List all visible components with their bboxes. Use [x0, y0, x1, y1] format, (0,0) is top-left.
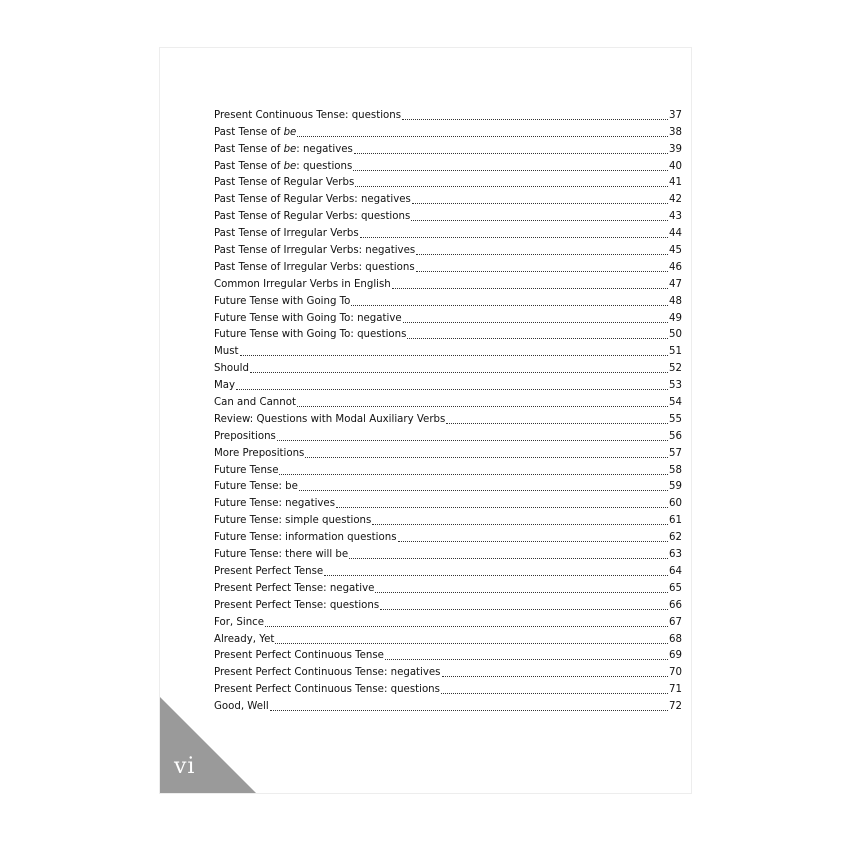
- toc-dot-leader: [354, 153, 668, 154]
- toc-entry: [214, 358, 682, 375]
- toc-entry-page: 59: [669, 481, 682, 493]
- toc-entry-page: 56: [669, 430, 682, 442]
- toc-entry-page: 52: [669, 363, 682, 375]
- toc-entry-title: For, Since: [214, 616, 265, 628]
- toc-dot-leader: [353, 170, 668, 171]
- toc-entry-page: 48: [669, 295, 682, 307]
- toc-dot-leader: [275, 643, 668, 644]
- toc-entry-page: 63: [669, 549, 682, 561]
- toc-entry-page: 68: [669, 633, 682, 645]
- toc-entry: [214, 223, 682, 240]
- toc-entry-page: 70: [669, 667, 682, 679]
- toc-entry: [214, 426, 682, 443]
- toc-entry-page: 43: [669, 211, 682, 223]
- toc-entry-page: 66: [669, 599, 682, 611]
- toc-entry: [214, 510, 682, 527]
- toc-entry-page: 46: [669, 261, 682, 273]
- toc-dot-leader: [372, 524, 668, 525]
- toc-entry: [214, 595, 682, 612]
- toc-entry-title: Past Tense of Regular Verbs: negatives: [214, 194, 411, 206]
- toc-entry-page: 62: [669, 532, 682, 544]
- toc-entry: [214, 206, 682, 223]
- toc-dot-leader: [299, 490, 668, 491]
- toc-entry: [214, 274, 682, 291]
- toc-dot-leader: [349, 558, 668, 559]
- toc-entry-page: 60: [669, 498, 682, 510]
- toc-dot-leader: [392, 288, 668, 289]
- toc-entry-title: Past Tense of be: negatives: [214, 143, 353, 155]
- toc-entry: [214, 477, 682, 494]
- toc-entry: [214, 696, 682, 713]
- toc-entry: [214, 105, 682, 122]
- toc-dot-leader: [297, 136, 668, 137]
- toc-entry-title: Present Perfect Continuous Tense: questions: [214, 684, 440, 696]
- toc-entry-page: 41: [669, 177, 682, 189]
- toc-entry-page: 44: [669, 228, 682, 240]
- toc-dot-leader: [441, 693, 668, 694]
- toc-entry-title: Present Perfect Tense: questions: [214, 599, 380, 611]
- toc-entry: [214, 578, 682, 595]
- toc-entry-title: Present Continuous Tense: questions: [214, 109, 402, 121]
- toc-entry-title: Common Irregular Verbs in English: [214, 278, 391, 290]
- toc-entry-page: 64: [669, 565, 682, 577]
- toc-entry: [214, 629, 682, 646]
- toc-entry: [214, 325, 682, 342]
- toc-entry-page: 37: [669, 109, 682, 121]
- toc-entry-page: 55: [669, 413, 682, 425]
- toc-dot-leader: [375, 592, 668, 593]
- toc-entry: [214, 291, 682, 308]
- toc-entry: [214, 257, 682, 274]
- toc-entry-page: 58: [669, 464, 682, 476]
- toc-entry-page: 42: [669, 194, 682, 206]
- toc-entry-page: 54: [669, 397, 682, 409]
- toc-dot-leader: [240, 355, 668, 356]
- toc-entry-page: 47: [669, 278, 682, 290]
- toc-entry: [214, 409, 682, 426]
- toc-entry: [214, 443, 682, 460]
- toc-entry-title: Must: [214, 346, 239, 358]
- toc-entry-title: Past Tense of Regular Verbs: [214, 177, 355, 189]
- toc-entry-page: 72: [669, 701, 682, 713]
- toc-entry-title: Future Tense with Going To: [214, 295, 351, 307]
- toc-entry-title: Present Perfect Continuous Tense: [214, 650, 384, 662]
- toc-dot-leader: [403, 322, 668, 323]
- toc-entry-page: 45: [669, 245, 682, 257]
- toc-entry-title: Future Tense: negatives: [214, 498, 336, 510]
- toc-dot-leader: [297, 406, 668, 407]
- toc-entry-page: 53: [669, 380, 682, 392]
- toc-entry: [214, 679, 682, 696]
- toc-entry-title: Should: [214, 363, 249, 375]
- toc-entry-title: Future Tense: there will be: [214, 549, 349, 561]
- toc-dot-leader: [250, 372, 668, 373]
- toc-dot-leader: [412, 203, 668, 204]
- toc-dot-leader: [416, 254, 668, 255]
- toc-entry: [214, 392, 682, 409]
- toc-entry-page: 49: [669, 312, 682, 324]
- toc-entry: [214, 460, 682, 477]
- toc-dot-leader: [336, 507, 668, 508]
- toc-dot-leader: [411, 220, 668, 221]
- toc-entry-title: Already, Yet: [214, 633, 275, 645]
- toc-entry: [214, 646, 682, 663]
- toc-entry-page: 39: [669, 143, 682, 155]
- toc-dot-leader: [380, 609, 668, 610]
- toc-entry-page: 61: [669, 515, 682, 527]
- toc-entry-title: Future Tense: simple questions: [214, 515, 372, 527]
- toc-entry: [214, 139, 682, 156]
- toc-dot-leader: [236, 389, 668, 390]
- toc-dot-leader: [351, 305, 668, 306]
- toc-dot-leader: [416, 271, 668, 272]
- toc-entry-title: Present Perfect Tense: [214, 565, 324, 577]
- toc-entry: [214, 544, 682, 561]
- toc-entry: [214, 240, 682, 257]
- toc-entry-page: 50: [669, 329, 682, 341]
- toc-entry: [214, 189, 682, 206]
- toc-entry-title: Future Tense with Going To: negative: [214, 312, 402, 324]
- toc-entry-page: 57: [669, 447, 682, 459]
- toc-entry-title: Can and Cannot: [214, 397, 296, 409]
- toc-entry-title: Future Tense: information questions: [214, 532, 397, 544]
- toc-entry-title: Future Tense with Going To: questions: [214, 329, 407, 341]
- toc-dot-leader: [446, 423, 668, 424]
- document-page: [160, 48, 691, 793]
- toc-entry-title: Past Tense of Irregular Verbs: [214, 228, 359, 240]
- toc-dot-leader: [402, 119, 668, 120]
- toc-dot-leader: [279, 474, 668, 475]
- toc-dot-leader: [265, 626, 668, 627]
- toc-entry-title: Future Tense: [214, 464, 279, 476]
- toc-entry: [214, 561, 682, 578]
- toc-dot-leader: [324, 575, 668, 576]
- toc-dot-leader: [407, 338, 668, 339]
- toc-entry: [214, 156, 682, 173]
- toc-entry-title: Prepositions: [214, 430, 276, 442]
- toc-entry: [214, 527, 682, 544]
- toc-entry-page: 69: [669, 650, 682, 662]
- toc-entry-title: Review: Questions with Modal Auxiliary Verbs: [214, 413, 446, 425]
- toc-dot-leader: [398, 541, 669, 542]
- toc-entry: [214, 173, 682, 190]
- toc-entry-title: Past Tense of Regular Verbs: questions: [214, 211, 411, 223]
- toc-entry: [214, 612, 682, 629]
- toc-entry: [214, 308, 682, 325]
- toc-dot-leader: [305, 457, 668, 458]
- toc-entry-page: 65: [669, 582, 682, 594]
- toc-entry-title: Past Tense of Irregular Verbs: negatives: [214, 245, 416, 257]
- toc-entry-title: May: [214, 380, 236, 392]
- toc-entry-page: 38: [669, 126, 682, 138]
- toc-entry-title: Past Tense of be: [214, 126, 297, 138]
- toc-entry: [214, 341, 682, 358]
- toc-entry-title: More Prepositions: [214, 447, 305, 459]
- toc-entry-page: 67: [669, 616, 682, 628]
- toc-entry: [214, 375, 682, 392]
- table-of-contents: [214, 105, 682, 713]
- toc-entry: [214, 493, 682, 510]
- toc-entry-title: Past Tense of Irregular Verbs: questions: [214, 261, 415, 273]
- toc-dot-leader: [277, 440, 668, 441]
- toc-entry-page: 71: [669, 684, 682, 696]
- toc-dot-leader: [270, 710, 668, 711]
- toc-dot-leader: [442, 676, 669, 677]
- toc-entry: [214, 662, 682, 679]
- toc-dot-leader: [385, 659, 668, 660]
- toc-dot-leader: [355, 186, 668, 187]
- toc-entry-title: Present Perfect Tense: negative: [214, 582, 375, 594]
- page-number: vi: [174, 754, 196, 779]
- toc-entry-page: 40: [669, 160, 682, 172]
- toc-entry-title: Present Perfect Continuous Tense: negatives: [214, 667, 441, 679]
- toc-entry-page: 51: [669, 346, 682, 358]
- toc-entry: [214, 122, 682, 139]
- toc-entry-title: Good, Well: [214, 701, 269, 713]
- toc-dot-leader: [360, 237, 668, 238]
- toc-entry-title: Past Tense of be: questions: [214, 160, 353, 172]
- toc-entry-title: Future Tense: be: [214, 481, 298, 493]
